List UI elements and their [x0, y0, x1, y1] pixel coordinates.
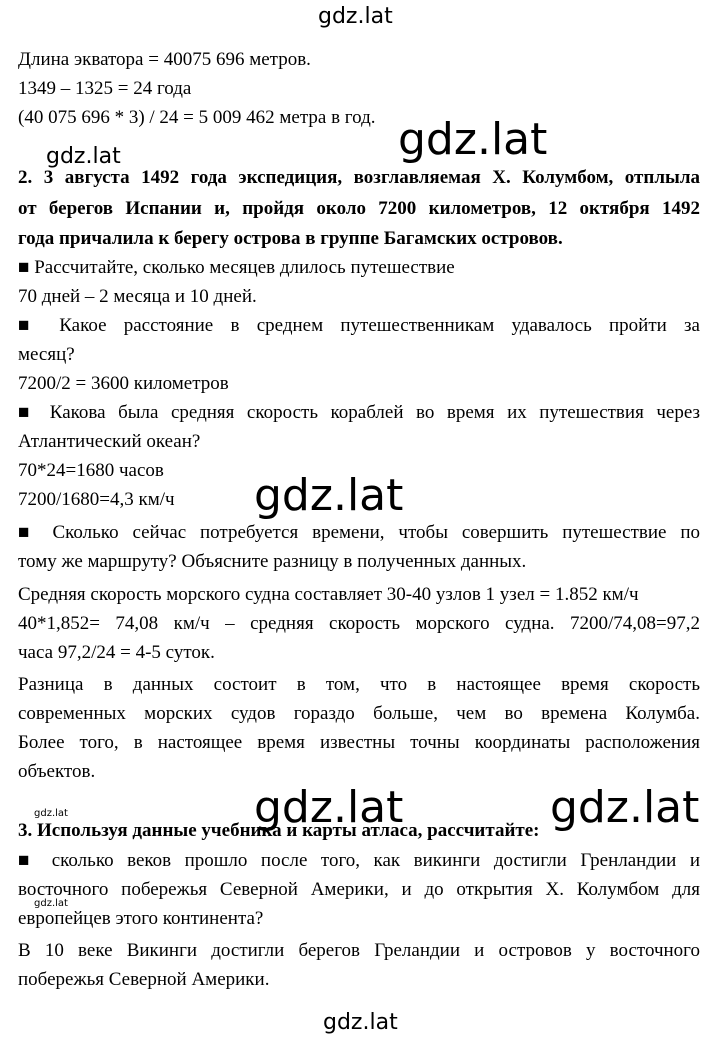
answer-text: побережья Северной Америки. — [18, 969, 270, 990]
answer-text: 70*24=1680 часов — [18, 460, 164, 481]
task-2-text: года причалила к берегу острова в группе Багамских островов. — [18, 228, 563, 249]
speed-calc-line: (40 075 696 * 3) / 24 = 5 009 462 метра в год. — [18, 107, 376, 128]
watermark-tiny: gdz.lat — [34, 898, 68, 909]
question-text: ■ Какое расстояние в среднем путешественникам удавалось пройти за — [18, 315, 700, 336]
answer-text: 70 дней – 2 месяца и 10 дней. — [18, 286, 257, 307]
task-3-text: 3. Используя данные учебника и карты атласа, рассчитайте: — [18, 820, 540, 841]
question-text: ■ Какова была средняя скорость кораблей во время их путешествия через — [18, 402, 700, 423]
question-text: ■ сколько веков прошло после того, как викинги достигли Гренландии и — [18, 850, 700, 871]
question-text: Атлантический океан? — [18, 431, 201, 452]
answer-text: В 10 веке Викинги достигли берегов Греландии и островов у восточного — [18, 940, 700, 961]
task-2-text: 2. 3 августа 1492 года экспедиция, возглавляемая Х. Колумбом, отплыла — [18, 167, 700, 188]
question-text: ■ Рассчитайте, сколько месяцев длилось путешествие — [18, 257, 455, 278]
answer-text: современных морских судов гораздо больше, чем во времена Колумба. — [18, 703, 700, 724]
watermark-tiny: gdz.lat — [34, 808, 68, 819]
task-2-text: от берегов Испании и, пройдя около 7200 километров, 12 октября 1492 — [18, 198, 700, 219]
question-text: ■ Сколько сейчас потребуется времени, чтобы совершить путешествие по — [18, 522, 700, 543]
watermark-big: gdz.lat — [254, 470, 404, 521]
watermark-big: gdz.lat — [398, 114, 548, 165]
watermark-top: gdz.lat — [318, 4, 393, 29]
watermark-big: gdz.lat — [254, 782, 404, 833]
watermark-big: gdz.lat — [550, 782, 700, 833]
question-text: месяц? — [18, 344, 75, 365]
answer-text: Разница в данных состоит в том, что в настоящее время скорость — [18, 674, 700, 695]
watermark-small: gdz.lat — [46, 144, 121, 169]
answer-text: объектов. — [18, 761, 96, 782]
years-calc-line: 1349 – 1325 = 24 года — [18, 78, 192, 99]
equator-length-line: Длина экватора = 40075 696 метров. — [18, 49, 311, 70]
answer-text: Средняя скорость морского судна составляет 30-40 узлов 1 узел = 1.852 км/ч — [18, 584, 639, 605]
question-text: тому же маршруту? Объясните разницу в полученных данных. — [18, 551, 527, 572]
question-text: восточного побережья Северной Америки, и до открытия Х. Колумбом для — [18, 879, 700, 900]
answer-text: 40*1,852= 74,08 км/ч – средняя скорость морского судна. 7200/74,08=97,2 — [18, 613, 700, 634]
answer-text: Более того, в настоящее время известны точны координаты расположения — [18, 732, 700, 753]
answer-text: 7200/2 = 3600 километров — [18, 373, 229, 394]
answer-text: часа 97,2/24 = 4-5 суток. — [18, 642, 215, 663]
watermark-bottom: gdz.lat — [323, 1010, 398, 1035]
answer-text: 7200/1680=4,3 км/ч — [18, 489, 175, 510]
question-text: европейцев этого континента? — [18, 908, 264, 929]
